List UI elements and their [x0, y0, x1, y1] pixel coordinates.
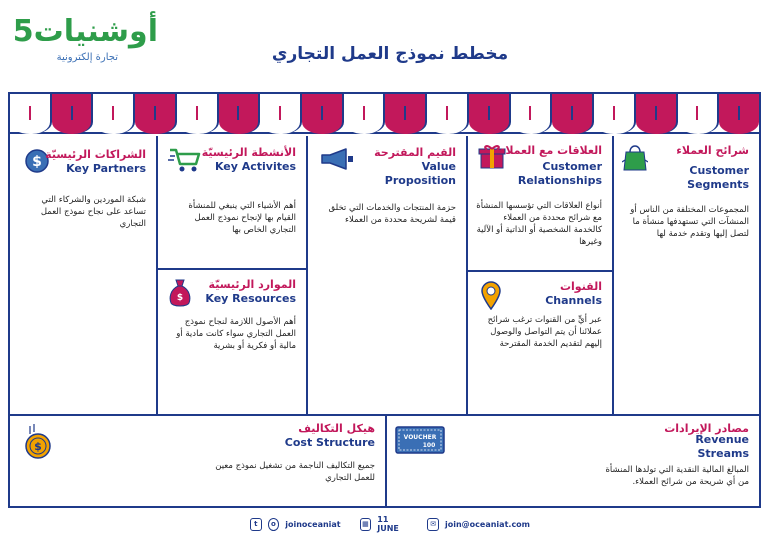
- voucher-amount-text: 100: [422, 442, 436, 449]
- awning-scallop: [427, 94, 469, 134]
- money-bag-icon: [168, 278, 192, 308]
- key-partners-description: شبكة الموردين والشركاء التي تساعد على نجاح نموذج العمل التجاري: [40, 195, 146, 229]
- customer-relationships-block: [468, 136, 614, 272]
- awning-scallop: [260, 94, 302, 134]
- key-activities-block: [158, 136, 308, 270]
- customer-relationships-title-en-1: Customer: [542, 160, 602, 173]
- revenue-streams-description: المبالغ المالية النقدية التي تولدها المنشأة من أي شريحة من شرائح العملاء.: [605, 465, 749, 487]
- business-model-canvas: [8, 92, 761, 508]
- shopping-bag-icon: [622, 142, 648, 172]
- awning-scallop: [719, 94, 759, 134]
- twitter-icon[interactable]: t: [250, 518, 262, 531]
- key-activities-description: أهم الأشياء التي ينبغي للمنشأة القيام بها لإنجاح نموذج العمل التجاري الخاص بها: [188, 201, 296, 235]
- customer-segments-description: المجموعات المختلفة من الناس أو المنشآت التي تستهدفها منشأة ما لتصل إليها وتقدم خدمة لها: [630, 205, 749, 239]
- location-pin-icon: [480, 280, 502, 310]
- calendar-icon: ▦: [360, 518, 372, 531]
- revenue-streams-block: [387, 414, 759, 508]
- value-proposition-title-ar: القيم المقترحة: [374, 146, 456, 159]
- awning-decoration: [10, 94, 759, 134]
- key-resources-title-ar: الموارد الرئيسيّة: [208, 278, 296, 291]
- awning-scallop: [344, 94, 386, 134]
- customer-relationships-title-ar: العلاقات مع العملاء: [499, 144, 602, 157]
- svg-text:$: $: [34, 440, 42, 453]
- awning-scallop: [636, 94, 678, 134]
- value-proposition-title-en-1: Value: [421, 160, 456, 173]
- awning-scallop: [302, 94, 344, 134]
- awning-scallop: [552, 94, 594, 134]
- awning-scallop: [52, 94, 94, 134]
- cost-structure-title-en: Cost Structure: [284, 436, 375, 449]
- awning-scallop: [135, 94, 177, 134]
- awning-scallop: [177, 94, 219, 134]
- awning-scallop: [511, 94, 553, 134]
- cost-structure-description: جميع التكاليف الناجمة من تشغيل نموذج معين للعمل التجاري: [215, 461, 375, 483]
- logo-tagline: تجارة إلكترونية: [56, 52, 118, 63]
- page-title: مخطط نموذج العمل التجاري: [271, 44, 509, 64]
- awning-scallop: [385, 94, 427, 134]
- awning-scallop: [678, 94, 720, 134]
- coin-stack-icon: [22, 424, 54, 460]
- brand-logo: [12, 14, 158, 70]
- key-partners-title-en: Key Partners: [66, 162, 146, 175]
- channels-title-en: Channels: [545, 294, 602, 307]
- revenue-streams-title-en-1: Revenue: [695, 433, 749, 446]
- customer-segments-block: [614, 136, 759, 414]
- email-icon[interactable]: ✉: [427, 518, 439, 531]
- voucher-icon: [395, 426, 445, 454]
- channels-block: [468, 272, 614, 414]
- megaphone-icon: [320, 148, 356, 170]
- cost-structure-block: [10, 414, 387, 508]
- awning-scallop: [594, 94, 636, 134]
- awning-scallop: [219, 94, 261, 134]
- value-proposition-description: حزمة المنتجات والخدمات التي تخلق قيمة لشريحة محددة من العملاء: [328, 203, 456, 225]
- logo-wordmark-text: أوشنيات5: [12, 14, 158, 49]
- revenue-streams-title-ar: مصادر الإيرادات: [664, 422, 749, 435]
- channels-title-ar: القنوات: [559, 280, 602, 293]
- svg-text:$: $: [32, 154, 42, 170]
- key-partners-block: [10, 136, 158, 414]
- customer-segments-title-en-2: Segments: [687, 178, 749, 191]
- social-handle[interactable]: joinoceaniat: [285, 519, 341, 529]
- awning-scallop: [469, 94, 511, 134]
- contact-email[interactable]: join@oceaniat.com: [445, 519, 531, 529]
- awning-scallop: [10, 94, 52, 134]
- logo-wordmark: [13, 14, 158, 50]
- key-resources-description: أهم الأصول اللازمة لنجاح نموذج العمل التجاري سواء كانت مادية أو مالية أو فكرية أو بشرية: [176, 317, 296, 351]
- customer-relationships-title-en-2: Relationships: [517, 174, 602, 187]
- customer-segments-title-en-1: Customer: [689, 164, 749, 177]
- key-resources-title-en: Key Resources: [205, 292, 296, 305]
- value-proposition-block: [308, 136, 468, 414]
- event-date: 11 JUNE: [377, 515, 399, 533]
- awning-scallop: [93, 94, 135, 134]
- key-activities-title-ar: الأنشطة الرئيسيّة: [201, 146, 296, 159]
- customer-segments-title-ar: شرائح العملاء: [676, 144, 749, 157]
- value-proposition-title-en-2: Proposition: [384, 174, 456, 187]
- key-resources-block: [158, 270, 308, 414]
- key-partners-title-ar: الشراكات الرئيسيّة: [45, 148, 146, 161]
- customer-relationships-description: أنواع العلاقات التي تؤسسها المنشأة مع شرائح محددة من العملاء كالخدمة الشخصية أو الذاتية أو الآلية وغيرها: [476, 201, 602, 247]
- cost-structure-title-ar: هيكل التكاليف: [298, 422, 375, 435]
- voucher-top-text: VOUCHER: [403, 434, 437, 441]
- shopping-cart-icon: [168, 146, 202, 174]
- svg-text:$: $: [176, 293, 184, 303]
- key-activities-title-en: Key Activites: [214, 160, 296, 173]
- revenue-streams-title-en-2: Streams: [697, 447, 749, 460]
- footer-contact-bar: [250, 515, 530, 533]
- instagram-icon[interactable]: o: [268, 518, 280, 531]
- channels-description: عبر أيٍّ من القنوات ترغب شرائح عملائنا أن يتم التواصل والوصول إليهم لتقديم الخدمة المقترحة: [487, 315, 602, 349]
